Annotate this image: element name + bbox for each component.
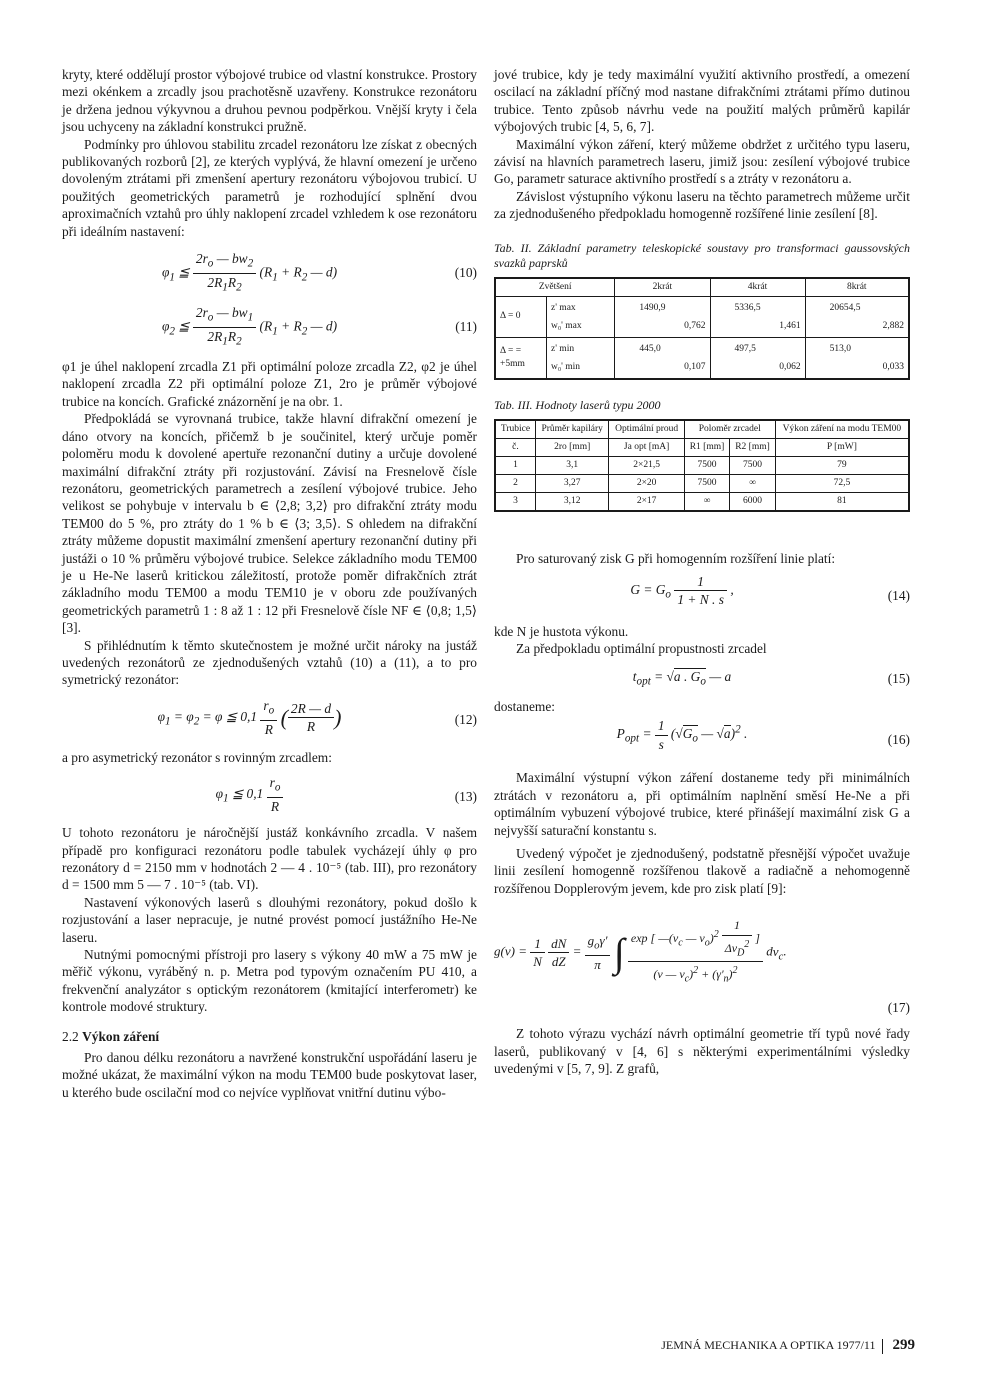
equation-number: (11) (455, 319, 477, 335)
equation-15: $t_{opt} = √a$ . $G_o$ — a (15) (632, 668, 910, 688)
equation-12: $\varphi_1 = \varphi_2 = \varphi$ ≦ 0,1 $\frac{r_o}{R}$ ( $\frac{2R — d}{R}$ ) (12) (157, 697, 477, 737)
table-2 (494, 277, 910, 380)
equation-number: (12) (454, 711, 477, 727)
table-cell: 3,27 (535, 474, 609, 492)
table-cell: 445,0 0,107 (615, 337, 710, 378)
table-header-cell: 2krát (615, 278, 710, 296)
journal-name: JEMNÁ MECHANIKA A OPTIKA 1977/11 (661, 1338, 876, 1352)
right-column (494, 66, 910, 1077)
paragraph: Nastavení výkonových laserů s dlouhými rezonátory, pokud došlo k rozjustování a laser nepracuje, je nutné provést pomocí justážního He-Ne laseru. (62, 894, 477, 945)
paragraph: dostaneme: (494, 698, 555, 714)
paragraph: Uvedený výpočet je zjednodušený, podstatně přesnější výpočet uvažuje linii zesílení homogenně rozšířenou tlakově a radiačně a nehomogenně rozšířenou Dopplerovým jevem, kde pro zisk platí [9]: (494, 845, 910, 896)
table-cell: 20654,5 2,882 (805, 296, 908, 337)
paragraph: Za předpokladu optimální propustnosti zrcadel (516, 641, 767, 657)
table-header-cell: 8krát (805, 278, 908, 296)
paragraph: φ1 je úhel naklopení zrcadla Z1 při optimální poloze zrcadla Z2, φ2 je úhel naklopení zrcadla Z2 při optimální poloze Z1, 2ro je průměr výbojové trubice na koncích. Grafické znázornění je na obr. 1. (62, 359, 477, 409)
equation-13: $\varphi_1$ ≦ 0,1 $\frac{r_o}{R}$ (13) (215, 775, 477, 815)
equation-number: (10) (454, 265, 477, 281)
equation-14: $G = G_o$ $\frac{1}{1 + N . s}$ , (14) (630, 574, 910, 608)
table-row (496, 296, 909, 337)
paragraph: Maximální výstupní výkon záření dostaneme tedy při minimálních ztrátách v rezonátoru a, při optimálním naplnění směsí He-Ne a při optimálním vybuzení výbojové trubice, které přinášejí maximální zisk G a nejvyšší saturační konstantu s. (494, 770, 910, 838)
table-caption: Tab. III. Hodnoty laserů typu 2000 (494, 397, 661, 412)
equation-number: (17) (887, 1000, 910, 1016)
table-row (496, 492, 909, 510)
paragraph: kde N je hustota výkonu. (494, 624, 629, 640)
page-footer (661, 1337, 915, 1354)
table-cell: 1 (496, 456, 536, 474)
table-cell: 79 (775, 456, 908, 474)
paragraph: Pro danou délku rezonátoru a navržené konstrukční uspořádání laseru je možné ukázat, že maximální výkon na modu TEM00 bude poskytovat laser, u kterého bude oscilační mod co nejvíce vyplňovat vnitřní dutinu výbo- (62, 1050, 477, 1100)
paragraph: Maximální výkon záření, který můžeme obdržet z určitého typu laseru, závisí na hlavních parametrech laseru, jimiž jsou: zesílení výbojové trubice Go, parametr saturace aktivního prostředí s a ztráty v rezonátoru a. (494, 136, 910, 187)
table-header-cell: Výkon záření na modu TEM00 (775, 420, 908, 438)
table-header-cell: Optimální proud (609, 420, 684, 438)
section-heading (62, 1028, 477, 1045)
paragraph: Závislost výstupního výkonu laseru na těchto parametrech můžeme určit za zjednodušeného předpokladu homogenně rozšířené linie zesílení [8]. (494, 188, 910, 222)
table-header-cell: R2 [mm] (730, 438, 776, 456)
equation-number: (16) (887, 732, 910, 748)
paragraph: a pro asymetrický rezonátor s rovinným zrcadlem: (62, 749, 332, 765)
table-cell: 497,5 0,062 (710, 337, 805, 378)
equation-16: $P_{opt}$ = $\frac{1}{s}$ ($√G_o$ — √a)$^2$ . (16) (616, 718, 910, 752)
paragraph: Podmínky pro úhlovou stabilitu zrcadel rezonátoru lze získat z obecných publikovaných rozborů [2], ze kterých vyplývá, že hlavní omezení je určeno dovoleným ztrátami při zmenšení apertury rezonátoru výbojovou trubicí. U použitých geometrických parametrů je rozhodující splnění dvou aproximačních vztahů pro úhly naklopení zrcadel vzhledem k ose rezonátoru při ideálním nastavení: (62, 136, 477, 239)
paragraph: Pro saturovaný zisk G při homogenním rozšíření linie platí: (516, 550, 836, 566)
table-cell: 2×21,5 (609, 456, 684, 474)
table-cell: 81 (775, 492, 908, 510)
paragraph: Předpokládá se vyrovnaná trubice, takže hlavní difrakční omezení je dáno otvory na koncích, přičemž b je součinitel, který určuje poměr poloměru modu k dovolené apertuře rezonanční dutiny a určuje dovolené maximální difrakční ztráty při rozjustování. Závisí na Fresnelově čísle rezonátoru, geometrických parametrech a zesílení výbojové trubice. Jeho velikost se pohybuje v intervalu b ∈ ⟨2,8; 3,2⟩ pro difrakční ztráty modu TEM00 do 5 %, pro ztráty do 1 % b ∈ ⟨3; 3,5⟩. S ohledem na difrakční ztráty můžeme dopustit maximální zmenšení apertury rezonanční dutiny při justáži o 10 % průměru výbojové trubice. Selekce základního modu TEM00 je u He-Ne laserů kritickou záležitostí, protože poměr difrakčních ztrát základního modu TEM00 a modu TEM10 je v oboru zde používaných geometrických parametrů 1 : 8 až 1 : 12 při Fresnelově čísle NF ∈ ⟨0,8; 1,5⟩ [3]. (62, 411, 477, 636)
table-cell: 2×20 (609, 474, 684, 492)
equation-number: (14) (887, 588, 910, 604)
paragraph: Nutnými pomocnými přístroji pro lasery s výkony 40 mW a 75 mW je měřič výkonu, vyráběný n. p. Metra pod typovým označením PU 410, a frekvenční analyzátor s optickým rezonátorem (kmitající interferometr) ke kontrole modové struktury. (62, 947, 477, 1015)
table-cell: Δ = = +5mm (496, 337, 547, 378)
table-header-cell: 2ro [mm] (535, 438, 609, 456)
table-caption: Tab. II. Základní parametry teleskopické soustavy pro transformaci gaussovských svazků paprsků (494, 240, 910, 270)
table-cell: 7500 (684, 474, 730, 492)
table-cell: 72,5 (775, 474, 908, 492)
page-number: 299 (892, 1337, 915, 1353)
table-header-cell: č. (496, 438, 536, 456)
table-header-cell: Průměr kapiláry (535, 420, 609, 438)
table-row (496, 474, 909, 492)
table-header-cell: Ja opt [mA] (609, 438, 684, 456)
equation-17: g(ν) = $\frac{1}{N}$ $\frac{dN}{dZ}$ = $\frac{g_o\gamma'}{\pi}$ ∫ exp [ $—(\nu_c$ — $\nu_o)^2$ $\frac{1}{\Delta\nu_D^2}$ ] (ν — $\nu_c)^2 + (\gamma'_n)^2$ $d\nu_c$. (17) (494, 918, 910, 1016)
table-cell: 6000 (730, 492, 776, 510)
equation-number: (15) (887, 670, 910, 686)
table-header-cell: Trubice (496, 420, 536, 438)
table-cell: 7500 (684, 456, 730, 474)
paragraph: jové trubice, kdy je tedy maximální využití aktivního prostředí, a omezení oscilací na základní příčný mod nastane difrakčními ztrátami přímo dutinou trubice. Tento způsob návrhu vede na použití malých průměrů kapilár výbojových trubic [4, 5, 6, 7]. (494, 67, 910, 135)
table-row (496, 337, 909, 378)
table-cell: 513,0 0,033 (805, 337, 908, 378)
table-cell: 1490,9 0,762 (615, 296, 710, 337)
table-header-cell: P [mW] (775, 438, 908, 456)
table-cell: 2×17 (609, 492, 684, 510)
table-header-cell: Poloměr zrcadel (684, 420, 775, 438)
table-cell: 3 (496, 492, 536, 510)
left-column (62, 66, 477, 1101)
paragraph: Z tohoto výrazu vychází návrh optimální geometrie tří typů nové řady laserů, publikovaný v [4, 6] s některými experimentálními výsledky uvedenými v [5, 7, 9]. Z grafů, (494, 1026, 910, 1076)
table-cell: z' min w₀' min (547, 337, 615, 378)
table-cell: 2 (496, 474, 536, 492)
table-cell: ∞ (730, 474, 776, 492)
paragraph: kryty, které oddělují prostor výbojové trubice od vlastní konstrukce. Prostory mezi okénkem a zrcadly jsou prachotěsně uzavřeny. Konstrukce rezonátoru je držena jednou výkyvnou a druhou pevnou podpěrkou. Vnější kryty i čela jsou uchyceny na základní konstrukci pružně. (62, 67, 477, 135)
table-cell: 5336,5 1,461 (710, 296, 805, 337)
footer-divider (882, 1339, 883, 1354)
paragraph: S přihlédnutím k těmto skutečnostem je možné určit nároky na justáž uvedených rezonátorů ze zjednodušených vztahů (10) a (11), a to pro symetrický rezonátor: (62, 637, 477, 688)
section-title: Výkon záření (82, 1028, 160, 1044)
table-cell: 3,1 (535, 456, 609, 474)
table-header-cell: R1 [mm] (684, 438, 730, 456)
section-number: 2.2 (62, 1028, 79, 1044)
table-3 (494, 419, 910, 512)
equation-number: (13) (454, 789, 477, 805)
equation-11: $\varphi_2$ ≦ $\frac{2r_o — bw_1}{2R_1R_2}$ ($R_1 + R_2$ — d) (11) (161, 305, 477, 348)
table-cell: ∞ (684, 492, 730, 510)
paragraph: U tohoto rezonátoru je náročnější justáž konkávního zrcadla. V našem případě pro konfiguraci rezonátoru podle tabulek vycházejí úhly φ pro rezonátory d = 2150 mm v hodnotách 2 — 4 . 10⁻⁵ (tab. III), pro rezonátory d = 1500 mm 5 — 7 . 10⁻⁵ (tab. VI). (62, 825, 477, 893)
table-cell: z' max w₀' max (547, 296, 615, 337)
equation-10: $\varphi_1$ ≦ $\frac{2r_o — bw_2}{2R_1R_2}$ ($R_1 + R_2$ — d) (10) (161, 251, 477, 294)
table-row (496, 456, 909, 474)
table-header-cell: 4krát (710, 278, 805, 296)
table-cell: Δ = 0 (496, 296, 547, 337)
table-header-cell: Zvětšení (496, 278, 615, 296)
table-cell: 7500 (730, 456, 776, 474)
table-cell: 3,12 (535, 492, 609, 510)
